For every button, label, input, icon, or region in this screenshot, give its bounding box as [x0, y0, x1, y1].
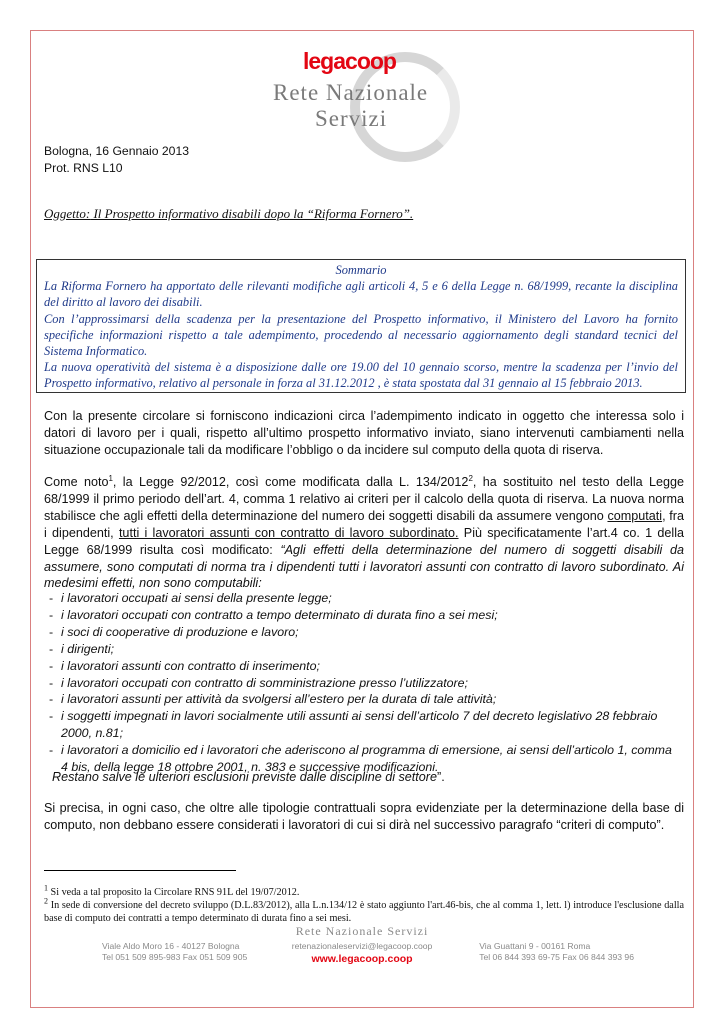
- footnote-text-1: Si veda a tal proposito la Circolare RNS 91L del 19/07/2012.: [48, 887, 300, 898]
- footnote-ref-1[interactable]: 1: [108, 473, 113, 483]
- place-date: Bologna, 16 Gennaio 2013: [44, 144, 190, 158]
- logo-brand: legacoop: [303, 48, 396, 74]
- footnote-text-2: In sede di conversione del decreto sviluppo (D.L.83/2012), alla L.n.134/12 è stato aggiunto l'art.46-bis, che al comma 1, lett. l) introduce l'esclusione dalla base di computo dei contratti a tempo determinato di durata fino a sei mesi.: [44, 900, 684, 924]
- law-text-b: , la Legge 92/2012, così come modificata dalla L. 134/2012: [112, 475, 469, 489]
- list-item: - i lavoratori a domicilio ed i lavoratori che aderiscono al programma di emersione, ai sensi dell’articolo 1, comma 4 bis, della legge 18 ottobre 2001, n. 383 e successive modificazioni.: [52, 742, 682, 776]
- exclusion-list: [52, 590, 682, 776]
- summary-paragraph-2: Con l’approssimarsi della scadenza per la presentazione del Prospetto informativo, il Ministero del Lavoro ha fornito specifiche informazioni rispetto a tale adempimento, procedendo al necessario aggiornamento degli standard tecnici del Sistema Informatico.: [44, 311, 678, 359]
- list-item: - i lavoratori occupati con contratto di somministrazione presso l’utilizzatore;: [52, 675, 682, 692]
- restano-line: [52, 770, 445, 784]
- summary-box: [36, 259, 686, 393]
- subject-line: [44, 206, 413, 222]
- list-item: - i lavoratori occupati con contratto a tempo determinato di durata fino a sei mesi;: [52, 607, 682, 624]
- protocol-number: Prot. RNS L10: [44, 161, 123, 175]
- law-quote: “Agli effetti della determinazione del numero di soggetti disabili da assumere, sono computati di norma tra i dipendenti tutti i lavoratori assunti con contratto di lavoro subordinato. Ai medesimi effetti, non sono computabili:: [44, 542, 685, 591]
- footnote-ref-2[interactable]: 2: [468, 473, 473, 483]
- law-paragraph: [44, 474, 684, 592]
- footnote-2: [44, 896, 684, 925]
- logo-line-1: Rete Nazionale: [273, 80, 429, 105]
- law-underlined-1: computati: [607, 508, 663, 523]
- footer-title: Rete Nazionale Servizi: [295, 924, 429, 938]
- list-item: - i lavoratori assunti con contratto di inserimento;: [52, 658, 682, 675]
- intro-paragraph: Con la presente circolare si forniscono indicazioni circa l’adempimento indicato in oggetto che interessa solo i datori di lavoro per i quali, rispetto all’ultimo prospetto informativo inviato, siano intervenuti cambiamenti nella situazione occupazionale tali da modificare l’obbligo o da incidere sul computo della quota di riserva.: [44, 409, 684, 457]
- subject-text: Il Prospetto informativo disabili dopo la “Riforma Fornero”.: [90, 206, 414, 221]
- footer-website[interactable]: www.legacoop.coop: [311, 953, 413, 965]
- closing-paragraph: Si precisa, in ogni caso, che oltre alle tipologie contrattuali sopra evidenziate per la determinazione della base di computo, non debbano essere considerati i lavoratori di cui si dirà nel successivo paragrafo “criteri di computo”.: [44, 801, 684, 832]
- summary-paragraph-3: La nuova operatività del sistema è a disposizione dalle ore 19.00 del 10 gennaio scorso, mentre la scadenza per l’invio del Prospetto informativo, relativo al personale in forza al 31.12.2012 , è stata spostata dal 31 gennaio al 15 febbraio 2013.: [44, 360, 678, 391]
- law-text-e: Più specificatamente l’art.4 co. 1 della Legge 68/1999 risulta così modificato:: [44, 525, 684, 557]
- footnote-number-2: 2: [44, 896, 48, 906]
- footnote-1: [44, 883, 684, 900]
- list-item: - i soggetti impegnati in lavori socialmente utili assunti ai sensi dell’articolo 7 del decreto legislativo 28 febbraio 2000, n.81;: [52, 708, 682, 742]
- letter-header: [44, 143, 189, 177]
- list-item: - i lavoratori occupati ai sensi della presente legge;: [52, 590, 682, 607]
- footer-email[interactable]: retenazionaleservizi@legacoop.coop: [291, 941, 433, 951]
- law-text-d: , fra i dipendenti,: [44, 508, 684, 540]
- legacoop-logo: [255, 44, 475, 144]
- law-underlined-2: tutti i lavoratori assunti con contratto di lavoro subordinato.: [118, 525, 459, 540]
- footer-bologna-phone: Tel 051 509 895-983 Fax 051 509 905: [102, 952, 248, 962]
- footer-bologna-address: Viale Aldo Moro 16 - 40127 Bologna: [102, 941, 240, 951]
- list-item: - i soci di cooperative di produzione e lavoro;: [52, 624, 682, 641]
- restano-text: Restano salve le ulteriori esclusioni previste dalle discipline di settore: [52, 770, 438, 784]
- footer-roma-phone: Tel 06 844 393 69-75 Fax 06 844 393 96: [479, 952, 634, 962]
- subject-label: Oggetto:: [44, 206, 91, 221]
- footer-roma-address: Via Guattani 9 - 00161 Roma: [479, 941, 591, 951]
- list-item: - i dirigenti;: [52, 641, 682, 658]
- footnote-number-1: 1: [44, 883, 48, 893]
- list-item: - i lavoratori assunti per attività da svolgersi all’estero per la durata di tale attività;: [52, 691, 682, 708]
- law-text-a: Come noto: [44, 475, 109, 489]
- footnote-separator: [44, 870, 236, 871]
- summary-title: Sommario: [335, 263, 387, 277]
- page-footer: [30, 924, 694, 994]
- summary-paragraph-1: La Riforma Fornero ha apportato delle rilevanti modifiche agli articoli 4, 5 e 6 della Legge n. 68/1999, recante la disciplina del diritto al lavoro dei disabili.: [44, 279, 678, 310]
- law-text-c: , ha sostituito nel testo della Legge 68/1999 il primo periodo dell’art. 4, comma 1 relativo ai criteri per il calcolo della quota di riserva. La nuova norma stabilisce che agli effetti della determinazione del numero dei soggetti disabili da assumere vengono: [44, 475, 684, 523]
- logo-line-2: Servizi: [315, 106, 388, 131]
- restano-end: ”.: [437, 770, 445, 784]
- footer-roma: [479, 941, 634, 963]
